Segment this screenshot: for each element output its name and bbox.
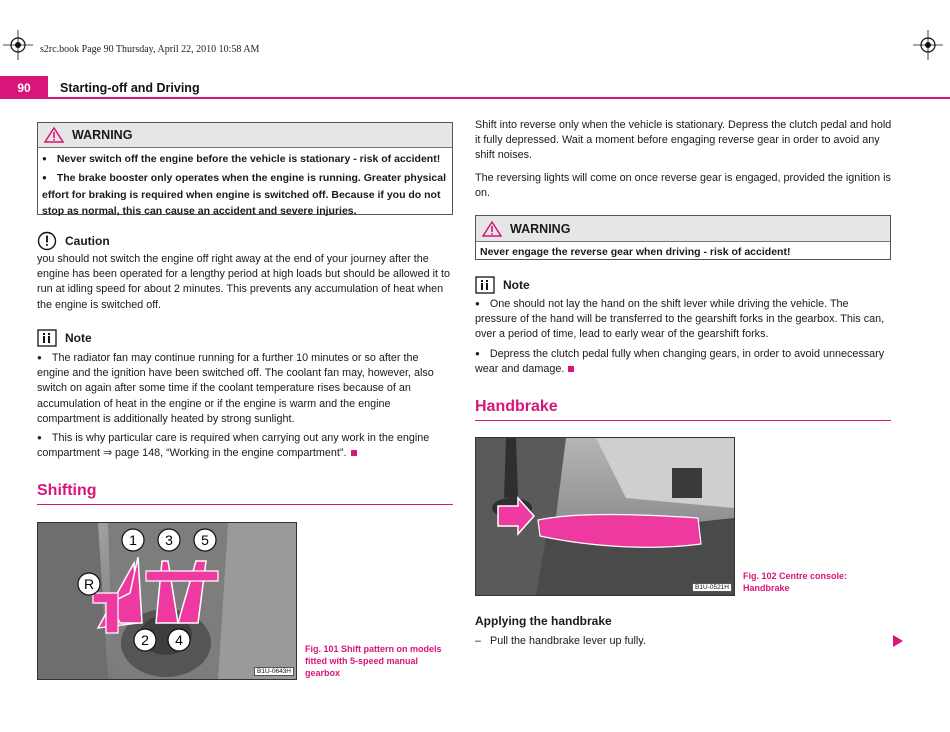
subheading-applying-handbrake: Applying the handbrake [475,614,612,628]
section-rule [475,420,891,421]
warning-title: WARNING [510,221,571,236]
warning-text: Never engage the reverse gear when driving - risk of accident! [480,246,791,258]
shift-pattern-illustration [38,523,296,679]
section-rule [37,504,453,505]
end-marker [351,450,357,456]
note-item-text: ● This is why particular care is required when carrying out any work in the engine compartment ⇒ page 148, “Working in the engine compartment”. [37,432,429,459]
warning-title: WARNING [72,128,133,142]
note-body [475,297,893,381]
header-rule [0,97,950,99]
gear-label-1: 1 [129,532,137,548]
page-number: 90 [0,76,48,98]
gear-label-3: 3 [165,532,173,548]
warning-box [475,215,891,260]
note-title: Note [65,331,92,345]
caution-icon [37,231,57,251]
note-title: Note [503,278,530,292]
registration-mark-icon [3,30,33,60]
right-body [475,118,893,205]
note-item: ● The radiator fan may continue running for a further 10 minutes or so after the engine and the ignition have been switched off. The coolant fan may, however, also switch on again after some time if the coolant temperature rises because of an accumulation of heat in the engine or if the engine is warm and the engine compartment is additionally heated by strong sunlight. [37,351,453,427]
running-header: Starting-off and Driving [60,81,200,95]
note-icon [475,276,495,294]
figure-code: B1U-0521H [692,583,732,592]
caution-header [37,231,110,251]
warning-triangle-icon [44,127,64,143]
gear-label-5: 5 [201,532,209,548]
paragraph: Shift into reverse only when the vehicle is stationary. Depress the clutch pedal and hold it fully depressed. Wait a moment before engaging reverse gear in order to avoid any shift noises. [475,119,892,162]
caution-title: Caution [65,234,110,248]
print-slug: s2rc.book Page 90 Thursday, April 22, 2010 10:58 AM [40,44,260,55]
note-body [37,351,453,465]
figure-code: B1U-0643H [254,667,294,676]
end-marker [568,366,574,372]
gear-label-r: R [83,576,95,592]
figure-caption: Fig. 101 Shift pattern on models fitted with 5-speed manual gearbox [305,644,442,678]
warning-header [38,123,452,148]
section-heading-shifting: Shifting [37,482,97,499]
registration-mark-icon [913,30,943,60]
handbrake-illustration [476,438,734,595]
warning-header [476,216,890,242]
figure-handbrake [475,437,735,596]
note-icon [37,329,57,347]
note-header [37,329,92,347]
gear-label-2: 2 [141,632,149,648]
warning-item: ● Never switch off the engine before the vehicle is stationary - risk of accident! [42,151,448,168]
caution-text: you should not switch the engine off right away at the end of your journey after the engine has been operated for a lengthy period at high loads but should be allowed it to run at idling speed for about 2 minutes. This prevents any accumulation of heat when the engine is switched off. [37,253,450,311]
figure-shift-pattern [37,522,297,680]
note-header [475,276,530,294]
step-text: Pull the handbrake lever up fully. [490,635,646,647]
note-item-text: ● Depress the clutch pedal fully when changing gears, in order to avoid unnecessary wear and damage. [475,348,884,375]
note-item [37,431,453,461]
note-item [475,347,893,377]
gear-label-4: 4 [175,632,183,648]
warning-box [37,122,453,215]
step-item [475,634,893,649]
next-page-arrow-icon[interactable] [893,635,903,647]
step-dash: – [475,635,491,647]
warning-triangle-icon [482,221,502,237]
section-heading-handbrake: Handbrake [475,398,558,415]
figure-caption: Fig. 102 Centre console: Handbrake [743,571,848,593]
note-item: ● One should not lay the hand on the shift lever while driving the vehicle. The pressure of the hand will be transferred to the gearshift forks in the gearbox. This can, over a period of time, lead to early wear of the gearshift forks. [475,297,893,343]
warning-item: ● The brake booster only operates when the engine is running. Greater physical effort for braking is required when engine is switched off. Because if you do not stop as normal, this can cause an accident and severe injuries. [42,170,448,219]
paragraph: The reversing lights will come on once reverse gear is engaged, provided the ignition is on. [475,171,891,199]
